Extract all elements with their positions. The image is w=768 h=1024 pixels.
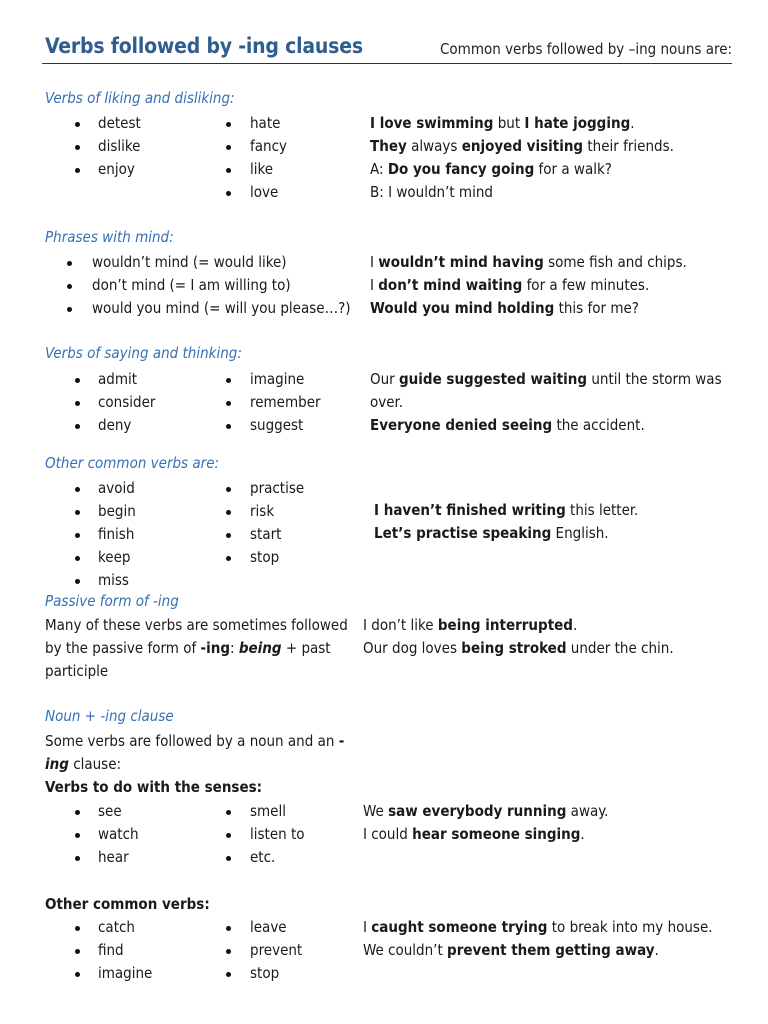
text-run: some fish and chips.	[543, 253, 687, 271]
list-item-text: risk	[250, 502, 275, 520]
text-run: We	[363, 802, 389, 820]
text-line	[370, 391, 722, 414]
text-run: .	[654, 941, 659, 959]
text-run: away.	[566, 802, 609, 820]
text-run: We couldn’t	[363, 941, 448, 959]
list-item-text: hate	[250, 114, 281, 132]
list-item	[226, 368, 321, 391]
bullet-icon	[75, 810, 80, 815]
list-item	[226, 546, 304, 569]
examples-other-verbs	[363, 916, 713, 962]
bullet-list-other-verbs-col2	[226, 916, 302, 985]
bullet-icon	[75, 833, 80, 838]
text-line	[374, 499, 638, 522]
list-item	[75, 846, 139, 869]
list-item	[226, 916, 302, 939]
list-item	[75, 368, 155, 391]
list-item	[226, 135, 287, 158]
list-item	[75, 569, 136, 592]
bold-run: guide suggested waiting	[399, 370, 588, 388]
bullet-icon	[226, 556, 231, 561]
text-line	[363, 939, 713, 962]
text-run: A:	[370, 160, 388, 178]
list-item-text: etc.	[250, 848, 276, 866]
bullet-icon	[226, 972, 231, 977]
bold-run: I love swimming	[370, 114, 494, 132]
bullet-icon	[75, 856, 80, 861]
bullet-icon	[75, 510, 80, 515]
text-line	[363, 614, 674, 637]
bullet-icon	[75, 533, 80, 538]
bullet-icon	[67, 261, 72, 266]
section-heading-liking: Verbs of liking and disliking:	[45, 89, 235, 107]
bold-run: I haven’t finished writing	[374, 501, 566, 519]
text-line	[45, 637, 348, 660]
text-run: for a few minutes.	[522, 276, 650, 294]
bullet-icon	[75, 401, 80, 406]
text-run: this letter.	[565, 501, 639, 519]
bullet-list-senses-col1	[75, 800, 139, 869]
title-divider	[42, 63, 732, 64]
bullet-icon	[75, 949, 80, 954]
bullet-icon	[226, 401, 231, 406]
list-item	[75, 112, 141, 135]
bullet-icon	[226, 424, 231, 429]
bullet-icon	[226, 378, 231, 383]
list-item	[75, 523, 136, 546]
list-item-text: would you mind (= will you please…?)	[92, 299, 351, 317]
list-item-text: watch	[98, 825, 139, 843]
list-item-text: leave	[250, 918, 287, 936]
text-run: the accident.	[552, 416, 645, 434]
text-run: + past	[281, 639, 331, 657]
text-run: Many of these verbs are sometimes followed	[45, 616, 348, 634]
list-item	[226, 500, 304, 523]
text-line	[370, 181, 674, 204]
bullet-icon	[75, 556, 80, 561]
list-item-text: enjoy	[98, 160, 135, 178]
list-item-text: stop	[250, 964, 280, 982]
noun-ing-description	[45, 730, 344, 776]
list-item	[226, 181, 287, 204]
list-item	[75, 546, 136, 569]
text-run: I	[370, 253, 379, 271]
text-run: English.	[551, 524, 609, 542]
bullet-icon	[226, 487, 231, 492]
text-run: Some verbs are followed by a noun and an	[45, 732, 339, 750]
list-item	[75, 158, 141, 181]
list-item	[75, 962, 152, 985]
list-item-text: practise	[250, 479, 305, 497]
list-item-text: avoid	[98, 479, 135, 497]
examples-other	[374, 499, 638, 545]
text-run: Our	[370, 370, 400, 388]
bullet-list-senses-col2	[226, 800, 305, 869]
bullet-list-other-col2	[226, 477, 304, 569]
bullet-list-saying-col1	[75, 368, 155, 437]
text-run: Our dog loves	[363, 639, 462, 657]
list-item-text: prevent	[250, 941, 303, 959]
text-run: .	[580, 825, 585, 843]
bold-run: Let’s practise speaking	[374, 524, 552, 542]
text-line	[370, 414, 722, 437]
bullet-icon	[226, 510, 231, 515]
list-item	[226, 939, 302, 962]
list-item	[226, 823, 305, 846]
text-line	[370, 112, 674, 135]
list-item	[75, 391, 155, 414]
text-line	[374, 522, 638, 545]
examples-mind	[370, 251, 687, 320]
bullet-icon	[226, 833, 231, 838]
text-run: clause:	[68, 755, 122, 773]
bullet-icon	[75, 972, 80, 977]
bullet-icon	[226, 856, 231, 861]
bold-run: enjoyed visiting	[461, 137, 584, 155]
section-heading-noun-ing: Noun + -ing clause	[45, 707, 174, 725]
text-run: participle	[45, 662, 109, 680]
text-run: until the storm was	[587, 370, 722, 388]
list-item-text: fancy	[250, 137, 287, 155]
list-item-text: begin	[98, 502, 136, 520]
bullet-icon	[75, 145, 80, 150]
list-item-text: detest	[98, 114, 141, 132]
text-line	[363, 637, 674, 660]
text-line	[370, 135, 674, 158]
text-line	[363, 823, 608, 846]
list-item-text: start	[250, 525, 282, 543]
list-item-text: imagine	[98, 964, 153, 982]
bullet-icon	[75, 378, 80, 383]
text-run: I don’t like	[363, 616, 438, 634]
list-item-text: admit	[98, 370, 138, 388]
bullet-icon	[75, 487, 80, 492]
bullet-list-mind	[67, 251, 351, 320]
examples-liking	[370, 112, 674, 204]
list-item	[226, 391, 321, 414]
section-heading-saying: Verbs of saying and thinking:	[45, 344, 242, 362]
list-item	[67, 297, 351, 320]
list-item	[75, 135, 141, 158]
list-item-text: hear	[98, 848, 129, 866]
bold-run: being interrupted	[437, 616, 573, 634]
bullet-icon	[67, 307, 72, 312]
bold-run: caught someone trying	[371, 918, 548, 936]
bold-run: -	[338, 732, 345, 750]
list-item	[75, 916, 152, 939]
text-line	[370, 158, 674, 181]
text-line	[45, 660, 348, 683]
text-run: I could	[363, 825, 413, 843]
bold-run: Would you mind holding	[370, 299, 555, 317]
text-run: their friends.	[583, 137, 674, 155]
text-run: B: I wouldn’t mind	[370, 183, 493, 201]
bullet-icon	[226, 949, 231, 954]
list-item-text: deny	[98, 416, 132, 434]
bullet-icon	[226, 926, 231, 931]
bullet-icon	[226, 533, 231, 538]
bold-run: wouldn’t mind having	[378, 253, 544, 271]
list-item	[67, 251, 351, 274]
list-item-text: like	[250, 160, 274, 178]
bullet-icon	[226, 810, 231, 815]
text-line	[363, 800, 608, 823]
list-item-text: wouldn’t mind (= would like)	[92, 253, 287, 271]
text-run: under the chin.	[566, 639, 674, 657]
bullet-list-liking-col1	[75, 112, 141, 181]
bullet-list-other-col1	[75, 477, 136, 592]
list-item-text: smell	[250, 802, 286, 820]
bold-run: prevent them getting away	[447, 941, 655, 959]
list-item-text: love	[250, 183, 279, 201]
bold-run: I hate jogging	[524, 114, 631, 132]
list-item	[75, 939, 152, 962]
bullet-icon	[226, 168, 231, 173]
list-item-text: see	[98, 802, 122, 820]
bold-run: saw everybody running	[388, 802, 567, 820]
text-line	[370, 274, 687, 297]
list-item	[75, 500, 136, 523]
text-run: always	[406, 137, 462, 155]
bullet-icon	[75, 168, 80, 173]
bold-run: don’t mind waiting	[378, 276, 523, 294]
bullet-icon	[75, 122, 80, 127]
subheading-other-common-verbs: Other common verbs:	[45, 895, 210, 913]
text-run: this for me?	[554, 299, 639, 317]
list-item	[226, 477, 304, 500]
bullet-icon	[226, 191, 231, 196]
text-run: :	[230, 639, 239, 657]
bullet-icon	[67, 284, 72, 289]
bold-run: -ing	[200, 639, 230, 657]
list-item	[226, 112, 287, 135]
list-item-text: don’t mind (= I am willing to)	[92, 276, 291, 294]
list-item	[226, 800, 305, 823]
list-item	[226, 962, 302, 985]
bullet-list-liking-col2	[226, 112, 287, 204]
examples-senses	[363, 800, 608, 846]
list-item	[75, 477, 136, 500]
list-item-text: suggest	[250, 416, 304, 434]
list-item	[226, 414, 321, 437]
examples-saying	[370, 368, 722, 437]
text-run: by the passive form of	[45, 639, 201, 657]
text-line	[45, 730, 344, 753]
text-run: over.	[370, 393, 403, 411]
list-item-text: dislike	[98, 137, 141, 155]
list-item	[75, 823, 139, 846]
text-line	[45, 753, 344, 776]
bullet-icon	[75, 424, 80, 429]
section-heading-mind: Phrases with mind:	[45, 228, 174, 246]
text-run: for a walk?	[534, 160, 612, 178]
text-run: .	[572, 616, 578, 634]
list-item-text: keep	[98, 548, 131, 566]
list-item	[226, 158, 287, 181]
text-line	[370, 368, 722, 391]
section-heading-other: Other common verbs are:	[45, 454, 220, 472]
text-run: .	[630, 114, 635, 132]
list-item-text: imagine	[250, 370, 305, 388]
list-item-text: remember	[250, 393, 321, 411]
examples-passive	[363, 614, 674, 660]
list-item-text: miss	[98, 571, 129, 589]
text-run: to break into my house.	[547, 918, 713, 936]
bold-run: Do you fancy going	[387, 160, 535, 178]
bold-run: being stroked	[461, 639, 567, 657]
text-line	[370, 297, 687, 320]
list-item	[226, 523, 304, 546]
list-item-text: find	[98, 941, 124, 959]
bold-run: Everyone denied seeing	[370, 416, 553, 434]
passive-description	[45, 614, 348, 683]
text-line	[45, 614, 348, 637]
bullet-icon	[226, 145, 231, 150]
list-item-text: catch	[98, 918, 135, 936]
list-item	[75, 414, 155, 437]
text-run: I	[363, 918, 372, 936]
bold-run: They	[370, 137, 407, 155]
text-run: I	[370, 276, 379, 294]
subheading-senses: Verbs to do with the senses:	[45, 778, 263, 796]
list-item-text: finish	[98, 525, 135, 543]
bold-run: ing	[45, 755, 69, 773]
bullet-list-saying-col2	[226, 368, 321, 437]
list-item-text: listen to	[250, 825, 305, 843]
text-line	[370, 251, 687, 274]
section-heading-passive: Passive form of -ing	[45, 592, 179, 610]
text-run: but	[493, 114, 525, 132]
bullet-icon	[75, 579, 80, 584]
page-title: Verbs followed by -ing clauses	[45, 34, 363, 58]
bold-run: hear someone singing	[412, 825, 581, 843]
text-line	[363, 916, 713, 939]
list-item	[67, 274, 351, 297]
list-item-text: stop	[250, 548, 280, 566]
bullet-list-other-verbs-col1	[75, 916, 152, 985]
list-item-text: consider	[98, 393, 156, 411]
bullet-icon	[226, 122, 231, 127]
page-subtitle: Common verbs followed by –ing nouns are:	[440, 40, 733, 58]
bullet-icon	[75, 926, 80, 931]
list-item	[75, 800, 139, 823]
bold-run: being	[238, 639, 282, 657]
list-item	[226, 846, 305, 869]
